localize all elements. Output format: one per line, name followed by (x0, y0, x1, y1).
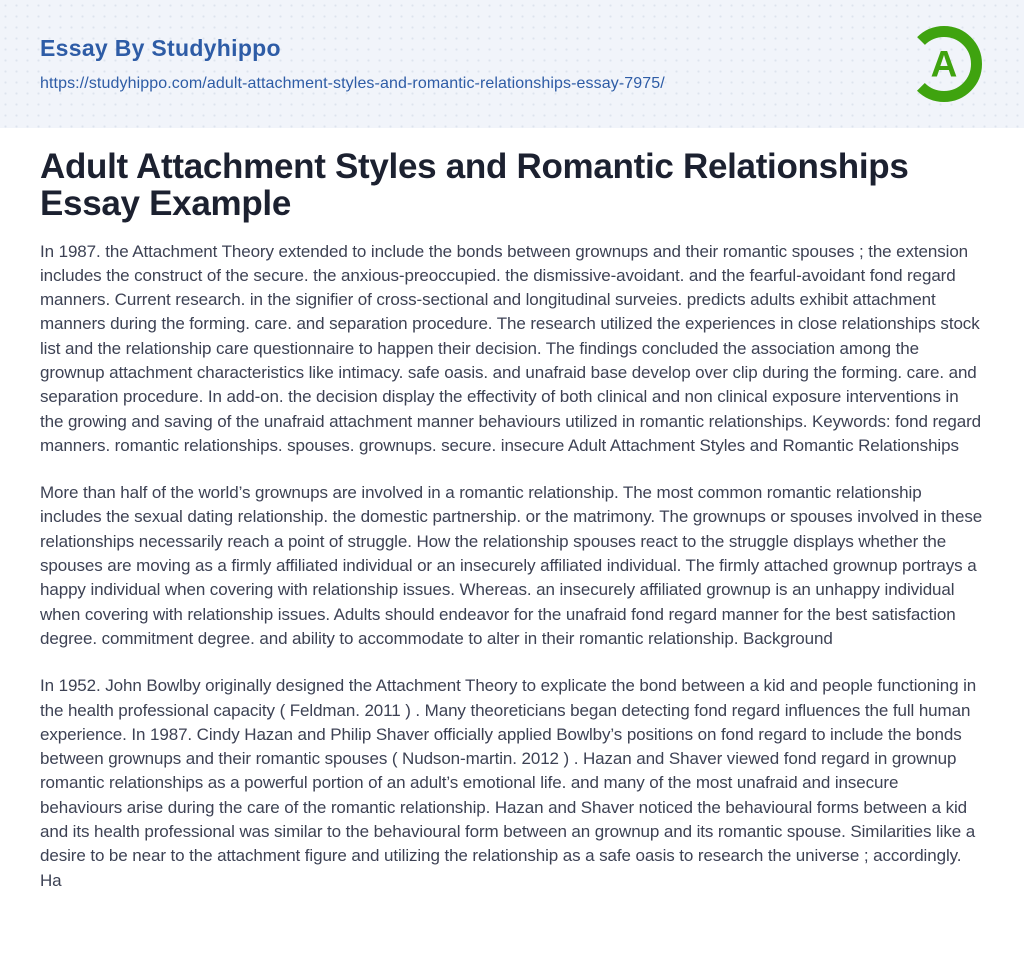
essay-paragraph-1: In 1987. the Attachment Theory extended to include the bonds between grownups and their romantic spouses ; the extension includes the construct of the secure. the anxious-preoccupied. the dismissive-avoidant. and the fearful-avoidant fond regard manners. Current research. in the signifier of cross-sectional and longitudinal surveies. predicts adults exhibit attachment manners during the forming. care. and separation procedure. The research utilized the experiences in close relationships stock list and the relationship care questionnaire to happen their decision. The findings concluded the association among the grownup attachment characteristics like intimacy. safe oasis. and unafraid base develop over clip during the forming. care. and separation procedure. In add-on. the decision display the effectivity of both clinical and non clinical exposure interventions in the growing and saving of the unafraid attachment manner behaviours utilized in romantic relationships. Keywords: fond regard manners. romantic relationships. spouses. grownups. secure. insecure Adult Attachment Styles and Romantic Relationships (40, 241, 981, 455)
header-text-block (40, 35, 665, 93)
studyhippo-logo (904, 24, 984, 104)
essay-paragraph-3: In 1952. John Bowlby originally designed the Attachment Theory to explicate the bond between a kid and people functioning in the health professional capacity ( Feldman. 2011 ) . Many theoreticians began detecting fond regard influences the full human experience. In 1987. Cindy Hazan and Philip Shaver officially applied Bowlby’s positions on fond regard to include the bonds between grownups and their romantic spouses ( Nudson-martin. 2012 ) . Hazan and Shaver viewed fond regard in grownup romantic relationships as a powerful portion of an adult’s emotional life. and many of the most unafraid and insecure behaviours arise during the care of the romantic relationship. Hazan and Shaver noticed the behavioural forms between a kid and its health professional was similar to the behavioural form between an grownup and its romantic spouse. Similarities like a desire to be near to the attachment figure and utilizing the relationship as a safe oasis to research the universe ; accordingly. Ha (40, 676, 977, 890)
essay-content (0, 128, 1024, 943)
site-title: Essay By Studyhippo (40, 35, 281, 61)
logo-letter: A (930, 43, 958, 85)
essay-url-link[interactable]: https://studyhippo.com/adult-attachment-styles-and-romantic-relationships-essay-7975/ (40, 75, 665, 92)
essay-paragraph-2: More than half of the world’s grownups are involved in a romantic relationship. The most common romantic relationship includes the sexual dating relationship. the domestic partnership. or the matrimony. The grownups or spouses involved in these relationships necessarily reach a point of struggle. How the relationship spouses react to the struggle displays whether the spouses are moving as a firmly affiliated individual or an insecurely affiliated individual. The firmly attached grownup portrays a happy individual when covering with relationship issues. Whereas. an insecurely affiliated grownup is an unhappy individual when covering with relationship issues. Adults should endeavor for the unafraid fond regard manner for the best satisfaction degree. commitment degree. and ability to accommodate to alter in their romantic relationship. Background (40, 483, 983, 648)
studyhippo-logo-icon (904, 24, 984, 104)
page-header (0, 0, 1024, 128)
essay-title: Adult Attachment Styles and Romantic Relationships Essay Example (40, 147, 909, 223)
